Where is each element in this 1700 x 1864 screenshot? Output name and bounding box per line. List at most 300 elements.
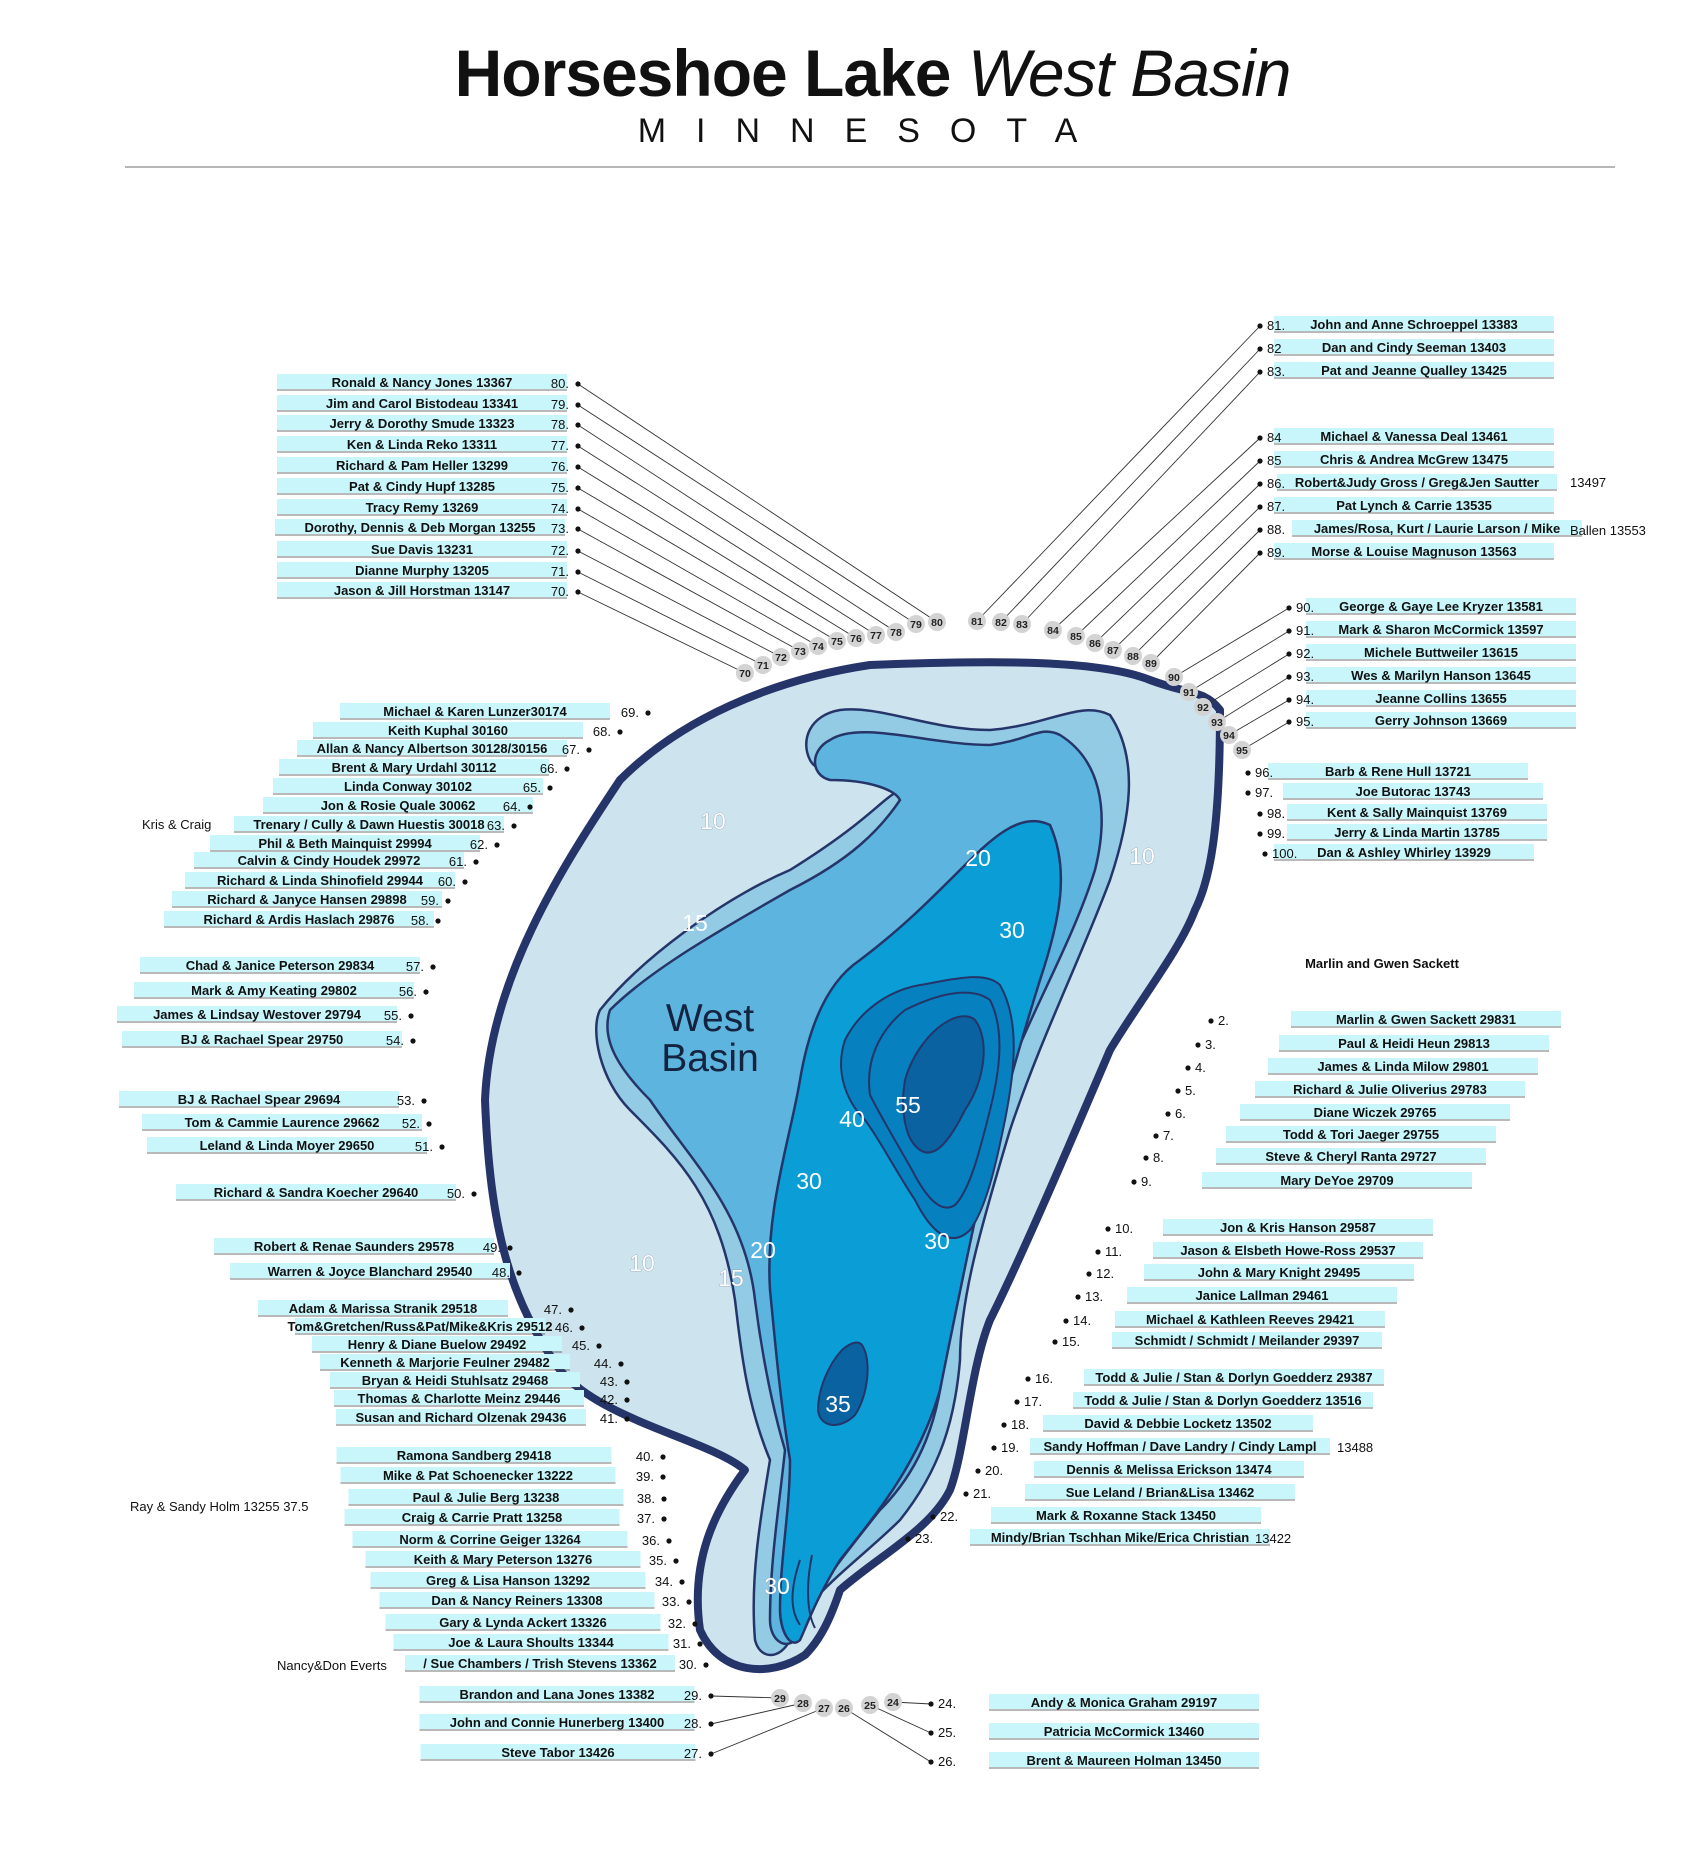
lot-dot [1153,1133,1158,1138]
depth-label: 10 [700,808,726,834]
lot-dot [1175,1088,1180,1093]
lot-badge [1233,741,1251,759]
owner-label [277,582,581,599]
leader-line [578,572,763,665]
lot-number: 26. [938,1754,957,1769]
owner-name: Linda Conway 30102 [344,779,472,794]
lot-badge [1013,615,1031,633]
owner-name: Chris & Andrea McGrew 13475 [1319,452,1509,467]
lot-number: 4. [1195,1060,1206,1075]
lot-number: 25. [938,1725,957,1740]
lot-number: 22. [940,1509,959,1524]
lot-dot [963,1491,968,1496]
lot-dot [673,1558,678,1563]
lot-dot [1257,550,1262,555]
depth-label: 30 [924,1228,950,1254]
lot-number: 95. [1296,714,1315,729]
lot-number: 73. [550,521,569,536]
owner-name: Richard & Janyce Hansen 29898 [207,892,407,907]
owner-name: Wes & Marilyn Hanson 13645 [1351,668,1531,683]
lot-dot [1257,504,1262,509]
owner-label [1175,1081,1525,1098]
lot-dot [928,1730,933,1735]
badge-number: 29 [774,1693,786,1705]
basin-label-line2: Basin [661,1037,759,1080]
lot-badge [828,632,846,650]
badge-number: 88 [1127,651,1139,663]
lot-badge [736,664,754,682]
lot-badge [992,613,1010,631]
owner-label [1075,1287,1397,1304]
depth-label: 55 [895,1092,921,1118]
owner-label [991,1438,1330,1455]
lot-dot [1075,1294,1080,1299]
owner-label [122,1031,416,1048]
lot-number: 27. [683,1746,702,1761]
owner-name: Allan & Nancy Albertson 30128/30156 [316,741,548,756]
owner-label [1195,1035,1549,1052]
lot-dot [1257,323,1262,328]
leader-line [1203,654,1289,707]
lot-dot [586,747,591,752]
kris-craig-label: Kris & Craig [142,817,212,832]
badge-number: 27 [818,1703,830,1715]
lot-dot [575,485,580,490]
badge-number: 72 [775,652,787,664]
lot-dot [1262,851,1267,856]
lot-number: 13. [1085,1289,1104,1304]
lot-number: 88. [1267,522,1286,537]
lot-dot [410,1038,415,1043]
lot-dot [511,823,516,828]
lot-dot [703,1662,708,1667]
badge-number: 24 [887,1697,899,1709]
lot-dot [575,548,580,553]
lot-number: 53. [396,1093,415,1108]
lot-number: 87. [1267,499,1286,514]
lot-dot [423,989,428,994]
lot-badge [1086,634,1104,652]
lot-dot [579,1325,584,1330]
badge-number: 78 [890,627,902,639]
right-header-label: Marlin and Gwen Sackett [1305,956,1459,971]
lot-number: 84 [1267,430,1282,445]
owner-label [1185,1058,1538,1075]
owner-name: Todd & Julie / Stan & Dorlyn Goedderz 29387 [1095,1370,1373,1385]
lot-number: 48. [491,1265,510,1280]
owner-label [140,957,436,974]
lot-number: 100. [1272,846,1298,861]
owner-name: Pat Lynch & Carrie 13535 [1336,498,1492,513]
owner-label [1257,520,1582,537]
lot-dot [575,381,580,386]
lot-badge [861,1696,879,1714]
lot-number: 11. [1105,1244,1123,1259]
lot-dot [471,1191,476,1196]
lot-dot [930,1514,935,1519]
lot-number: 7. [1163,1128,1174,1143]
lot-dot [1257,481,1262,486]
owner-name: Thomas & Charlotte Meinz 29446 [357,1391,561,1406]
lot-number: 50. [446,1186,465,1201]
lot-dot [575,443,580,448]
lot-dot [575,506,580,511]
owner-label [117,1006,414,1023]
owner-name: Andy & Monica Graham 29197 [1030,1695,1218,1710]
owner-name: Ramona Sandberg 29418 [396,1448,552,1463]
owner-label [1052,1332,1382,1349]
lot-dot [624,1416,629,1421]
owner-name: Keith Kuphal 30160 [388,723,508,738]
owner-name: Dan & Nancy Reiners 13308 [431,1593,603,1608]
suffix-88-label: Ballen 13553 [1570,523,1646,538]
lot-dot [1257,369,1262,374]
owner-label [119,1091,427,1108]
owner-label [277,457,581,474]
owner-label [1153,1126,1496,1143]
badge-number: 71 [757,660,769,672]
lot-badge [1044,621,1062,639]
nancy-don-label: Nancy&Don Everts [277,1658,387,1673]
owner-label [277,541,581,558]
owner-name: Jason & Elsbeth Howe-Ross 29537 [1180,1243,1396,1258]
leader-line [578,425,896,632]
owner-name: Jon & Rosie Quale 30062 [320,798,476,813]
lot-number: 19. [1001,1440,1020,1455]
owner-label [164,911,441,928]
lot-number: 10. [1115,1221,1134,1236]
lot-badge [968,612,986,630]
lot-number: 9. [1141,1174,1152,1189]
depth-label: 30 [764,1573,790,1599]
owner-label [263,797,533,814]
badge-number: 86 [1089,638,1101,650]
badge-number: 84 [1047,625,1059,637]
basin-label-line1: West [665,997,755,1040]
lot-badge [1124,647,1142,665]
lot-dot [1257,435,1262,440]
lot-badge [815,1699,833,1717]
lot-number: 64. [502,799,521,814]
lot-dot [507,1245,512,1250]
lot-number: 65. [522,780,541,795]
lot-number: 12. [1096,1266,1115,1281]
lot-dot [575,569,580,574]
lot-dot [1131,1179,1136,1184]
owner-label [1286,667,1576,684]
owner-label [930,1507,1261,1524]
depth-label: 10 [1129,843,1155,869]
lot-dot [473,859,478,864]
lot-dot [928,1759,933,1764]
owner-label [349,1489,667,1506]
owner-label [1257,316,1554,333]
owner-label [336,1409,630,1426]
lot-number: 30. [678,1657,697,1672]
owner-name: Schmidt / Schmidt / Meilander 29397 [1134,1333,1360,1348]
owner-label [928,1752,1259,1769]
lot-number: 80. [550,376,569,391]
owner-label [1001,1415,1313,1432]
badge-number: 79 [910,619,922,631]
lot-dot [1257,346,1262,351]
owner-name: Richard & Pam Heller 13299 [336,458,508,473]
badge-number: 73 [794,646,806,658]
owner-name: Tom & Cammie Laurence 29662 [184,1115,380,1130]
owner-name: George & Gaye Lee Kryzer 13581 [1339,599,1543,614]
lot-number: 36. [641,1533,660,1548]
owner-name: Henry & Diane Buelow 29492 [347,1337,527,1352]
lot-number: 49. [482,1240,501,1255]
owner-label [1165,1104,1510,1121]
lot-number: 52. [401,1116,420,1131]
lot-number: 69. [620,705,639,720]
owner-label [386,1614,698,1631]
lot-dot [445,898,450,903]
lot-dot [708,1693,713,1698]
lot-number: 66. [539,761,558,776]
lot-number: 55. [383,1008,402,1023]
badge-number: 80 [931,617,943,629]
lot-dot [564,766,569,771]
lot-dot [1063,1318,1068,1323]
leader-line [870,1705,931,1733]
owner-label [340,703,651,720]
lot-badge [754,656,772,674]
lot-badge [1194,698,1212,716]
owner-name: Jerry & Dorothy Smude 13323 [329,416,515,431]
leader-line [1001,349,1260,622]
badge-number: 91 [1183,687,1195,699]
lot-dot [975,1468,980,1473]
owner-label [1143,1148,1486,1165]
leader-line [844,1708,931,1762]
owner-label [337,1447,666,1464]
owner-name: Leland & Linda Moyer 29650 [199,1138,375,1153]
badge-number: 94 [1223,730,1235,742]
owner-label [1257,824,1547,841]
owner-name: Joe & Laura Shoults 13344 [448,1635,614,1650]
lot-number: 76. [550,459,569,474]
lot-number: 8. [1153,1150,1164,1165]
lot-number: 79. [550,397,569,412]
suffix-86-label: 13497 [1570,475,1607,490]
owner-name: John & Mary Knight 29495 [1197,1265,1361,1280]
owner-label [366,1551,679,1568]
owner-label [1131,1172,1472,1189]
owner-label [1286,690,1576,707]
lot-dot [697,1641,702,1646]
lot-dot [1001,1422,1006,1427]
depth-label: 30 [999,917,1025,943]
owner-label [312,1336,602,1353]
owner-name: Greg & Lisa Hanson 13292 [425,1573,591,1588]
lot-number: 81. [1267,318,1286,333]
badge-number: 83 [1016,619,1028,631]
owner-label [297,740,592,757]
lot-dot [1286,605,1291,610]
owner-name: / Sue Chambers / Trish Stevens 13362 [423,1656,657,1671]
lot-number: 14. [1073,1313,1092,1328]
owner-name: Robert&Judy Gross / Greg&Jen Sautter [1294,475,1540,490]
owner-label [394,1634,703,1651]
owner-name: Steve Tabor 13426 [501,1745,615,1760]
lot-number: 62. [469,837,488,852]
lot-number: 74. [550,501,569,516]
lot-dot [660,1474,665,1479]
lot-dot [1286,651,1291,656]
lot-dot [1185,1065,1190,1070]
owner-name: Brent & Mary Urdahl 30112 [331,760,497,775]
lot-dot [421,1098,426,1103]
lot-dot [1052,1339,1057,1344]
leader-line [711,1708,824,1754]
lot-dot [624,1379,629,1384]
owner-name: David & Debbie Locketz 13502 [1084,1416,1272,1431]
owner-name: Phil & Beth Mainquist 29994 [258,836,432,851]
owner-name: Richard & Sandra Koecher 29640 [213,1185,419,1200]
lot-badge [887,623,905,641]
lot-dot [547,785,552,790]
lot-number: 78. [550,417,569,432]
lot-dot [617,729,622,734]
badge-number: 89 [1145,658,1157,670]
lot-number: 39. [635,1469,654,1484]
owner-label [279,759,570,776]
lot-dot [1165,1111,1170,1116]
owner-name: Todd & Julie / Stan & Dorlyn Goedderz 13516 [1084,1393,1362,1408]
lot-dot [575,589,580,594]
owner-label [230,1263,522,1280]
owner-name: Mary DeYoe 29709 [1280,1173,1394,1188]
lot-number: 77. [550,438,569,453]
owner-name: Ken & Linda Reko 13311 [346,437,498,452]
owner-name: Chad & Janice Peterson 29834 [185,958,375,973]
lot-dot [1095,1249,1100,1254]
owner-name: James & Lindsay Westover 29794 [153,1007,361,1022]
owner-name: Robert & Renae Saunders 29578 [253,1239,455,1254]
leader-line [1113,507,1260,650]
leader-line [711,1696,780,1698]
badge-number: 70 [739,668,751,680]
lot-number: 18. [1011,1417,1030,1432]
owner-name: Dan & Ashley Whirley 13929 [1317,845,1491,860]
owner-name: Jeanne Collins 13655 [1375,691,1507,706]
depth-label: 20 [965,845,991,871]
lot-number: 96. [1255,765,1274,780]
page-subtitle: MINNESOTA [637,111,1108,150]
leader-line [1189,631,1289,692]
leader-line [578,384,937,622]
owner-label [210,835,500,852]
lot-number: 82 [1267,341,1282,356]
owner-name: Gary & Lynda Ackert 13326 [439,1615,607,1630]
lot-number: 2. [1218,1013,1229,1028]
lot-number: 94. [1296,692,1315,707]
owner-label [277,374,581,391]
owner-name: Craig & Carrie Pratt 13258 [401,1510,563,1525]
lot-dot [439,1144,444,1149]
leader-line [1076,461,1260,636]
lot-dot [1257,831,1262,836]
owner-label [1245,783,1543,800]
lot-dot [905,1536,910,1541]
lot-number: 60. [437,874,456,889]
badge-number: 74 [812,641,824,653]
lot-dot [1245,790,1250,795]
badge-number: 92 [1197,702,1209,714]
lot-number: 97. [1255,785,1274,800]
owner-name: Bryan & Heidi Stuhlsatz 29468 [361,1373,549,1388]
owner-label [905,1529,1270,1546]
badge-number: 25 [864,1700,876,1712]
owner-name: Patricia McCormick 13460 [1043,1724,1205,1739]
lot-dot [708,1721,713,1726]
lot-number: 72. [550,543,569,558]
owner-name: Barb & Rene Hull 13721 [1325,764,1471,779]
owner-name: Mike & Pat Schoenecker 13222 [382,1468,574,1483]
owner-name: Trenary / Cully & Dawn Huestis 30018 [253,817,485,832]
owner-label [1257,428,1554,445]
lot-badge [794,1694,812,1712]
owner-name: Jason & Jill Horstman 13147 [333,583,511,598]
depth-label: 20 [750,1237,776,1263]
owner-label [341,1467,666,1484]
depth-label: 35 [825,1391,851,1417]
owner-name: Jerry & Linda Martin 13785 [1334,825,1500,840]
lot-number: 85 [1267,453,1282,468]
lot-number: 41. [599,1411,618,1426]
lot-number: 15. [1062,1334,1081,1349]
badge-number: 93 [1211,717,1223,729]
owner-name: Paul & Julie Berg 13238 [412,1490,560,1505]
lot-number: 45. [571,1338,590,1353]
lot-number: 75. [550,480,569,495]
owner-label [277,562,581,579]
lot-dot [661,1496,666,1501]
lot-badge [1067,627,1085,645]
owner-label [277,478,581,495]
owner-name: Marlin & Gwen Sackett 29831 [1336,1012,1516,1027]
owner-label [214,1238,513,1255]
lot-dot [618,1361,623,1366]
owner-name: James & Linda Milow 29801 [1317,1059,1489,1074]
badge-number: 76 [850,633,862,645]
lot-dot [516,1270,521,1275]
owner-name: Tracy Remy 13269 [365,500,479,515]
lot-number: 67. [561,742,580,757]
owner-label [1257,362,1554,379]
lot-number: 33. [661,1594,680,1609]
owner-name: Michael & Vanessa Deal 13461 [1320,429,1508,444]
lot-dot [1286,674,1291,679]
badge-number: 90 [1168,672,1180,684]
lot-dot [1286,719,1291,724]
owner-label [1025,1369,1384,1386]
owner-name: Mark & Sharon McCormick 13597 [1338,622,1544,637]
owner-name: Dennis & Melissa Erickson 13474 [1066,1462,1272,1477]
lot-number: 98. [1267,806,1286,821]
lot-badge [907,615,925,633]
basin-label [661,997,759,1080]
leader-line [1229,700,1289,735]
lot-number: 21. [973,1486,992,1501]
lot-number: 99. [1267,826,1286,841]
depth-label: 30 [796,1168,822,1194]
lot-dot [430,964,435,969]
lot-number: 35. [648,1553,667,1568]
owner-label [1286,644,1576,661]
